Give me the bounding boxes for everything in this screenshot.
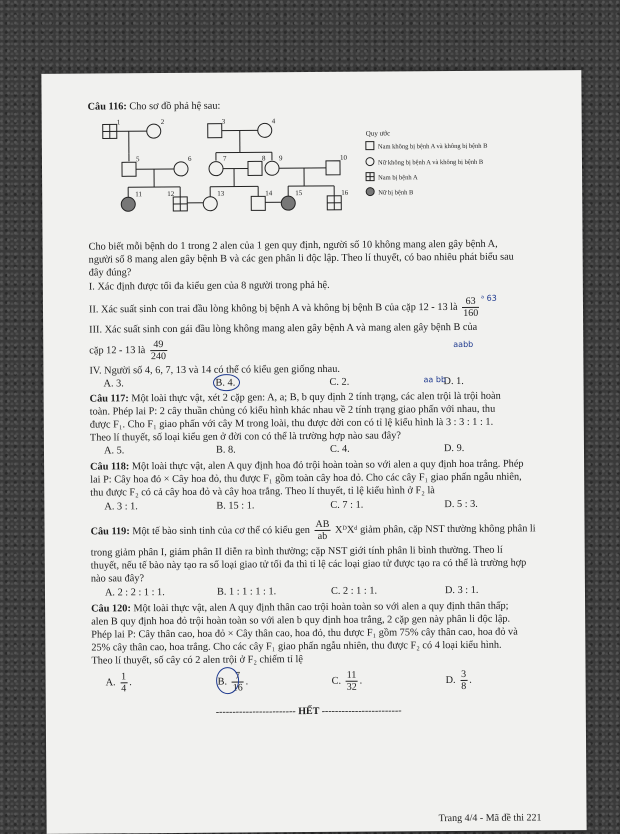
- q116-option-a: A. 3.: [103, 378, 123, 390]
- pedigree-individual-14: [251, 196, 265, 210]
- q117-line-1-text: Một loài thực vật, xét 2 cặp gen: A, a; B, b quy định 2 tính trạng, các alen trội là trội hoàn: [131, 391, 500, 405]
- legend-female-normal-icon: [366, 158, 374, 166]
- node-label-12: 12: [167, 190, 175, 198]
- fraction-63-160: [462, 296, 479, 319]
- q116-statement-1: I. Xác định được tối đa kiểu gen của 8 người trong phả hệ.: [89, 280, 330, 294]
- q116-intro-3: đây đúng?: [89, 267, 132, 279]
- pedigree-individual-13: [203, 197, 217, 211]
- end-marker: ------------------------ HẾT ------------------------: [216, 705, 402, 718]
- node-label-9: 9: [279, 154, 283, 162]
- genotype-fraction: [314, 519, 330, 542]
- node-label-13: 13: [217, 190, 225, 198]
- q120-option-b: B. $\frac{7}{16}$ .: [218, 670, 249, 693]
- q119-option-a: A. 2 : 2 : 1 : 1.: [105, 587, 165, 599]
- pedigree-individual-12: [173, 197, 187, 211]
- q120-number: Câu 120:: [91, 603, 131, 614]
- q118-option-d: D. 5 : 3.: [444, 499, 478, 511]
- pedigree-individual-1: [103, 124, 117, 138]
- node-label-5: 5: [136, 155, 140, 163]
- q116-title-line: [88, 101, 221, 114]
- q117-option-a: A. 5.: [104, 445, 124, 457]
- q116-option-d: D. 1.: [443, 376, 463, 388]
- fraction-49-240: [150, 339, 167, 362]
- node-label-3: 3: [222, 118, 226, 126]
- option-letter: C.: [332, 676, 342, 687]
- q117-line-4: Theo lí thuyết, số loại kiểu gen ở đời con có thể là trường hợp nào sau đây?: [90, 430, 401, 444]
- geno-bot: ab: [315, 531, 331, 542]
- q118-line-2: lai P: Cây hoa đỏ × Cây hoa đỏ, thu được F₁ gồm toàn cây hoa đỏ. Cho các cây F₁ giao phấn ngẫu nhiên,: [90, 472, 522, 487]
- q117-number: Câu 117:: [90, 393, 129, 404]
- q116-statement-3b-text: cặp 12 - 13 là: [89, 345, 145, 356]
- handwritten-note-2: aabb: [453, 339, 473, 351]
- node-label-1: 1: [117, 118, 121, 126]
- q118-line-3: thu được F₂ có cả cây hoa đỏ và cây hoa trắng. Theo lí thuyết, tỉ lệ kiểu hình ở F₂ là: [90, 485, 435, 499]
- q119-line-1a-text: Một tế bào sinh tinh của cơ thể có kiểu gen: [132, 525, 310, 537]
- frac-num: 7: [232, 670, 244, 682]
- pedigree-individual-16: [327, 196, 341, 210]
- legend-title: Quy ước: [366, 129, 390, 137]
- legend-male-normal-icon: [366, 142, 374, 150]
- q119-line-1: [90, 517, 535, 543]
- q116-option-c: C. 2.: [329, 377, 349, 389]
- option-letter: A.: [106, 677, 116, 688]
- node-label-11: 11: [135, 190, 142, 198]
- frac-den: 8: [460, 681, 467, 692]
- q116-statement-2-text: II. Xác suất sinh con trai đầu lòng không bị bệnh A và không bị bệnh B của cặp 12 - 13 là: [89, 302, 458, 316]
- node-label-7: 7: [223, 155, 227, 163]
- frac-den: 4: [120, 683, 127, 694]
- geno-top: AB: [314, 519, 330, 531]
- q120-option-a: A. $\frac{1}{4}$ .: [106, 671, 132, 694]
- frac-den: 240: [150, 351, 167, 362]
- q118-number: Câu 118:: [90, 461, 129, 472]
- q120-option-d: D. $\frac{3}{8}$ .: [446, 669, 472, 692]
- q119-option-d: D. 3 : 1.: [445, 585, 479, 597]
- node-label-15: 15: [295, 189, 303, 197]
- q119-line-1b-text: XᴰXᵈ giảm phân, cặp NST thường không phân li: [335, 523, 536, 535]
- frac-den: 160: [462, 308, 479, 319]
- node-label-8: 8: [262, 154, 266, 162]
- legend-female-b: Nữ bị bệnh B: [378, 189, 414, 196]
- q120-line-4: 25% cây thân cao, hoa trắng. Cho các cây F₁ giao phấn ngẫu nhiên, thu được F₂ có 4 loại kiểu hình.: [91, 640, 501, 655]
- option-letter: B.: [218, 676, 228, 687]
- page-footer: Trang 4/4 - Mã đề thi 221: [439, 812, 542, 825]
- pedigree-individual-6: [174, 162, 188, 176]
- legend-female-normal: Nữ không bị bệnh A và không bị bệnh B: [378, 159, 484, 167]
- q118-option-b: B. 15 : 1.: [216, 500, 254, 512]
- q120-option-c: C. $\frac{11}{32}$ .: [332, 670, 363, 693]
- legend-male-normal: Nam không bị bệnh A và không bị bệnh B: [378, 143, 488, 151]
- q117-option-b: B. 8.: [216, 445, 236, 457]
- q118-line-1-text: Một loài thực vật, alen A quy định hoa đỏ trội hoàn toàn so với alen a quy định hoa trắng. Phép: [132, 459, 524, 473]
- q116-option-b: B. 4.: [215, 378, 235, 390]
- handwritten-circle-mark-q120: [213, 665, 243, 695]
- frac-num: 49: [150, 339, 167, 351]
- q118-option-a: A. 3 : 1.: [104, 501, 138, 513]
- node-label-10: 10: [340, 154, 348, 162]
- pedigree-legend: [366, 129, 489, 197]
- q117-line-2: toàn. Phép lai P: 2 cây thuần chủng có kiểu hình khác nhau về 2 tính trạng giao phấn với nhau, thu: [90, 404, 496, 419]
- q117-option-c: C. 4.: [330, 444, 350, 456]
- pedigree-individual-2: [147, 124, 161, 138]
- handwritten-note-1: ᵃ 63: [481, 293, 497, 305]
- q119-option-b: B. 1 : 1 : 1 : 1.: [217, 586, 276, 598]
- q116-intro-2: người số 8 mang alen gây bệnh B và các gen phân li độc lập. Theo lí thuyết, có bao nhiêu phát biểu sau: [89, 252, 514, 267]
- pedigree-individual-3: [208, 124, 222, 138]
- frac-den: 16: [232, 682, 244, 693]
- node-label-14: 14: [265, 189, 273, 197]
- q120-line-5: Theo lí thuyết, số cây có 2 alen trội ở F₂ chiếm tỉ lệ: [91, 654, 303, 667]
- frac-den: 32: [346, 682, 358, 693]
- option-fraction: [120, 671, 127, 694]
- q117-option-d: D. 9.: [444, 443, 464, 455]
- pedigree-individual-7: [209, 162, 223, 176]
- q119-line-2: trong giảm phân I, giảm phân II diễn ra bình thường; cặp NST giới tính phân li bình thường. Theo lí: [91, 545, 503, 560]
- node-label-4: 4: [272, 117, 276, 125]
- q119-number: Câu 119:: [91, 526, 130, 537]
- exam-page: [41, 70, 586, 834]
- pedigree-individual-11: [121, 197, 135, 211]
- q116-statement-2: [89, 296, 481, 322]
- pedigree-individual-9: [265, 161, 279, 175]
- pedigree-individual-10: [326, 161, 340, 175]
- option-fraction: [346, 670, 358, 693]
- q120-line-1-text: Một loài thực vật, alen A quy định thân cao trội hoàn toàn so với alen a quy định thân thấp;: [133, 601, 508, 615]
- pedigree-individual-5: [122, 162, 136, 176]
- node-label-2: 2: [161, 118, 165, 126]
- q120-line-3: Phép lai P: Cây thân cao, hoa đỏ × Cây thân cao, hoa đỏ, thu được F₁ gồm 75% cây thân cao, hoa đỏ và: [91, 627, 518, 642]
- q116-statement-4: IV. Người số 4, 6, 7, 13 và 14 có thể có kiểu gen giống nhau.: [89, 364, 340, 378]
- node-label-16: 16: [341, 189, 349, 197]
- q116-intro-1: Cho biết mỗi bệnh do 1 trong 2 alen của 1 gen quy định, người số 10 không mang alen gây bệnh A,: [89, 239, 498, 254]
- q119-line-3: thuyết, nếu tế bào này tạo ra số loại giao tử tối đa thì tỉ lệ các loại giao tử được tạo ra có thể là trường hợp: [91, 558, 527, 573]
- pedigree-individual-15: [281, 196, 295, 210]
- handwritten-note-3: aa bb: [423, 374, 446, 386]
- legend-male-a: Nam bị bệnh A: [378, 174, 418, 181]
- frac-num: 3: [460, 669, 467, 681]
- frac-num: 63: [462, 296, 479, 308]
- handwritten-circle-mark: [211, 373, 241, 393]
- q117-line-3: được F₁. Cho F₁ giao phấn với cây M trong loài, thu được đời con có tỉ lệ kiểu hình là 3 : 3 : 1 : 1.: [90, 417, 493, 432]
- q116-statement-3b: [89, 339, 169, 363]
- option-fraction: [460, 669, 467, 692]
- q118-option-c: C. 7 : 1.: [330, 500, 363, 512]
- node-label-6: 6: [188, 155, 192, 163]
- q119-option-c: C. 2 : 1 : 1.: [331, 586, 377, 598]
- q119-line-4: nào sau đây?: [91, 573, 144, 585]
- q116-statement-3a: III. Xác suất sinh con gái đầu lòng không mang alen gây bệnh A và mang alen gây bệnh B của: [89, 322, 477, 337]
- frac-num: 1: [120, 671, 127, 683]
- pedigree-individual-4: [258, 123, 272, 137]
- q116-title: Cho sơ đồ phả hệ sau:: [129, 101, 220, 113]
- option-letter: D.: [446, 675, 456, 686]
- q116-number: Câu 116:: [88, 101, 127, 112]
- legend-female-b-icon: [366, 188, 374, 196]
- pedigree-diagram: [82, 112, 543, 227]
- frac-num: 11: [346, 670, 358, 682]
- pedigree-individual-8: [248, 161, 262, 175]
- q120-line-2: alen B quy định hoa đỏ trội hoàn toàn so với alen b quy định hoa trắng, 2 cặp gen này phân li độc lập.: [91, 614, 510, 629]
